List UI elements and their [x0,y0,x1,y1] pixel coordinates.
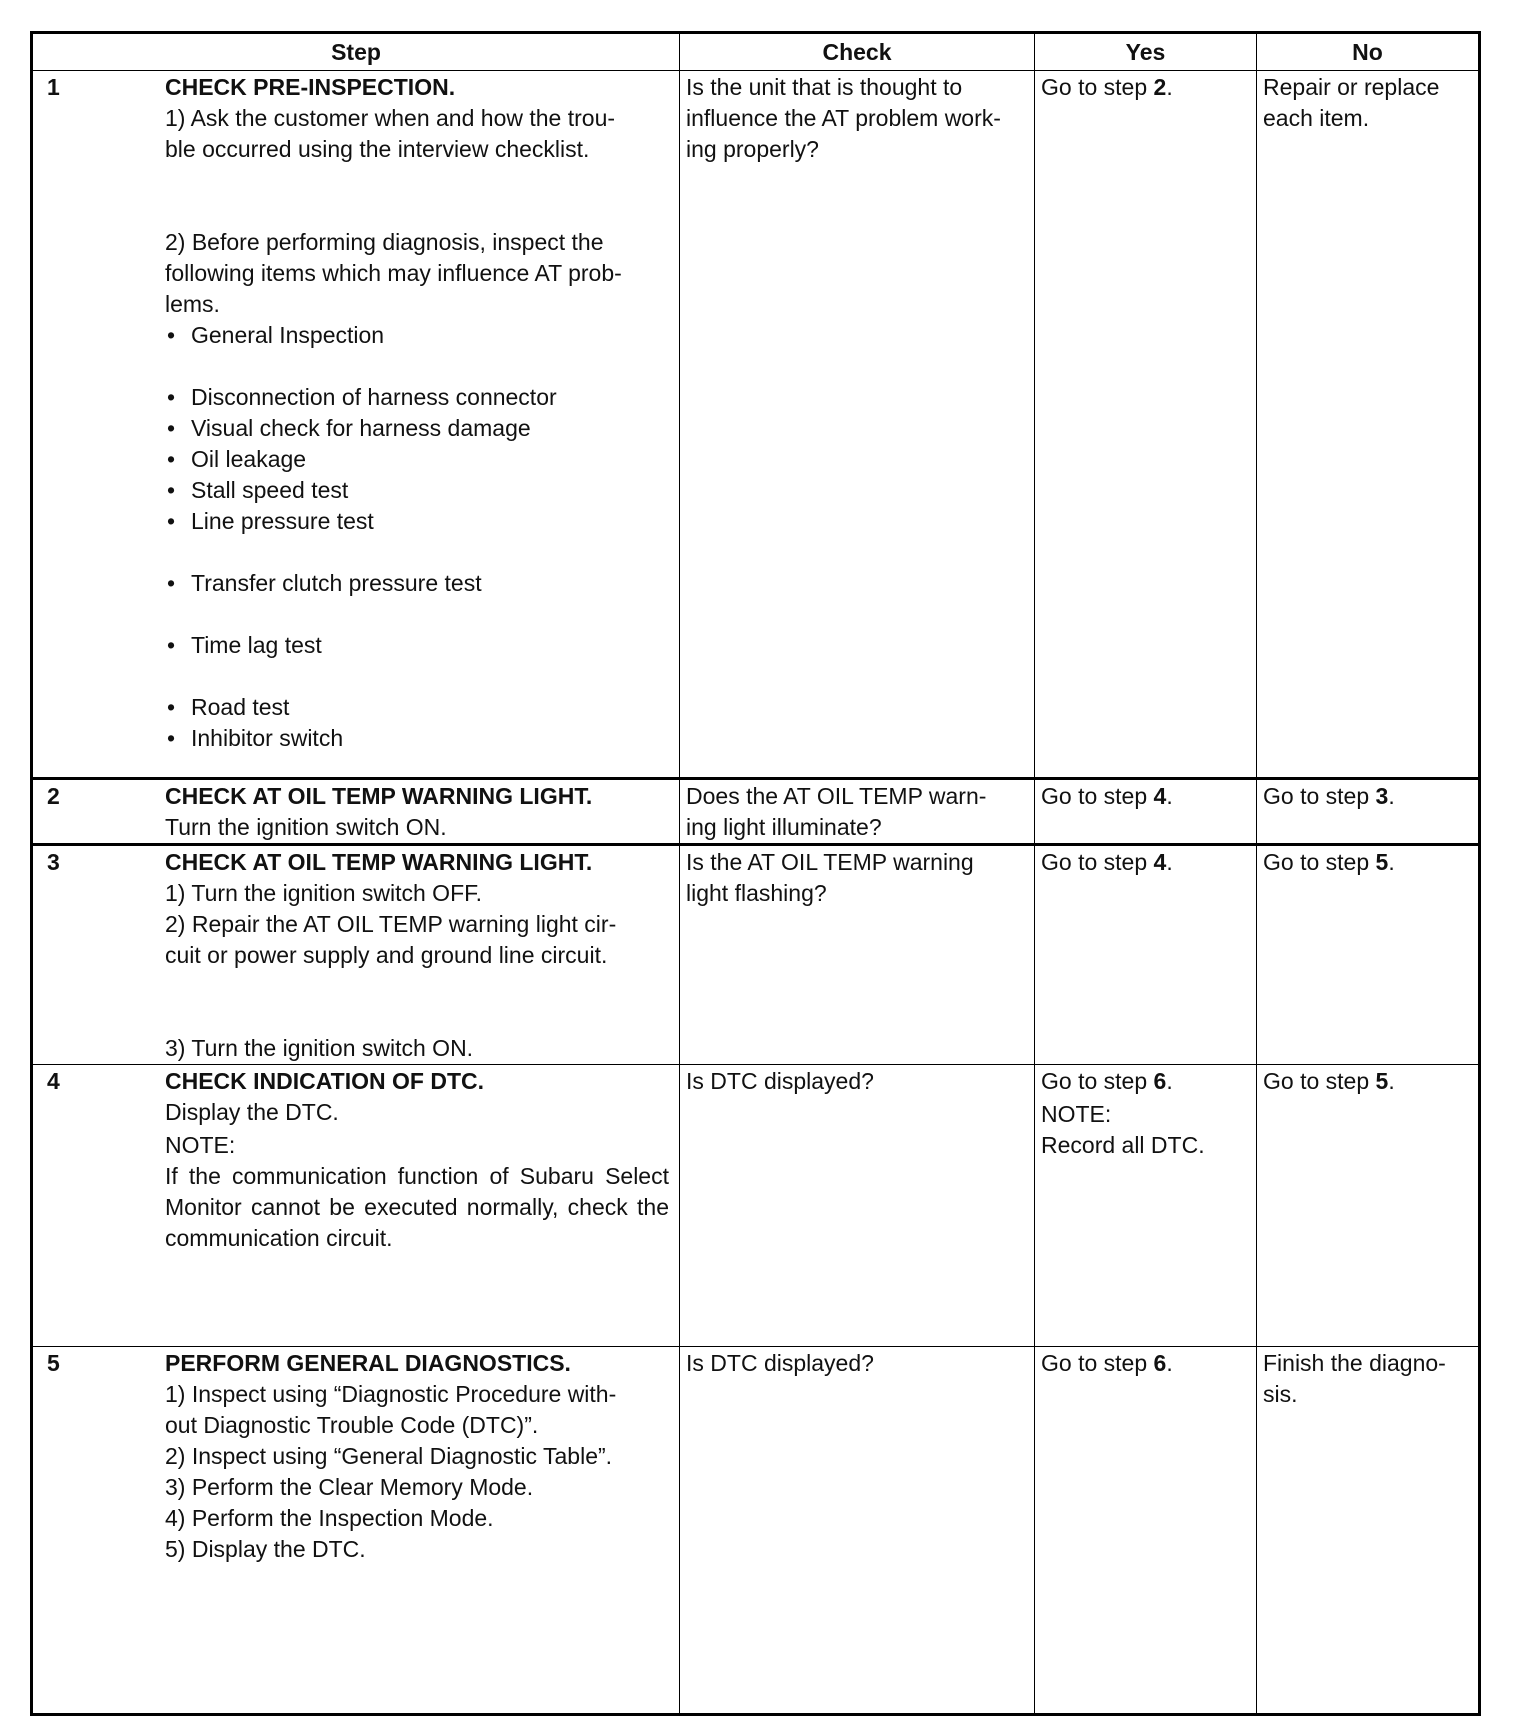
check-cell [680,71,1035,779]
yes-period: . [1166,1350,1173,1376]
step-cell [32,1065,680,1347]
step-line: 2) Inspect using “General Diagnostic Table”. [165,1443,613,1469]
step-cell [32,1347,680,1715]
step-cell [32,845,680,1065]
check-line: Is the AT OIL TEMP warning [686,849,974,875]
step-title: CHECK AT OIL TEMP WARNING LIGHT. [165,783,593,809]
check-line: ing properly? [686,136,819,162]
step-line: 4) Perform the Inspection Mode. [165,1505,494,1531]
no-step-number: 3 [1375,783,1389,809]
no-line: sis. [1263,1381,1298,1407]
yes-period: . [1166,1068,1173,1094]
no-cell [1257,779,1480,845]
step-line: Display the DTC. [165,1099,339,1125]
yes-cell [1035,779,1257,845]
no-period: . [1388,849,1395,875]
yes-cell [1035,1065,1257,1347]
header-step: Step [32,33,680,71]
step-line: out Diagnostic Trouble Code (DTC)”. [165,1412,539,1438]
step-line: cuit or power supply and ground line circuit. [165,942,608,968]
bullet-item: • Time lag test [165,630,669,661]
step-cell [32,779,680,845]
bullet-item: • Visual check for harness damage [165,413,669,444]
note-text: If the communication function of Subaru Select Monitor cannot be executed normally, check the communication circuit. [165,1163,669,1251]
step-line: 1) Inspect using “Diagnostic Procedure with- [165,1381,617,1407]
yes-cell [1035,71,1257,779]
yes-step-number: 4 [1153,849,1167,875]
step-line: 2) Before performing diagnosis, inspect the [165,229,604,255]
yes-period: . [1166,849,1173,875]
step-number: 2 [47,783,60,809]
step-line: 3) Turn the ignition switch ON. [165,1035,474,1061]
yes-text: Go to step [1041,74,1154,100]
step-line: lems. [165,291,220,317]
step-number: 4 [47,1068,60,1094]
table-row [32,71,1480,779]
yes-text: Go to step [1041,1068,1154,1094]
check-cell [680,779,1035,845]
check-line: ing light illuminate? [686,814,882,840]
yes-step-number: 2 [1153,74,1167,100]
no-cell [1257,71,1480,779]
yes-step-number: 6 [1153,1068,1167,1094]
step-title: CHECK PRE-INSPECTION. [165,74,456,100]
no-step-number: 5 [1375,1068,1389,1094]
yes-step-number: 6 [1153,1350,1167,1376]
bullet-item: • General Inspection [165,320,669,351]
step-body [165,781,673,843]
no-text: Go to step [1263,849,1376,875]
bullet-item: • Line pressure test [165,506,669,537]
no-cell [1257,1065,1480,1347]
bullet-item: • Inhibitor switch [165,723,669,754]
step-number: 1 [47,74,60,100]
step-title: CHECK INDICATION OF DTC. [165,1068,485,1094]
step-line: ble occurred using the interview checklist. [165,136,590,162]
bullet-item: • Road test [165,692,669,723]
yes-text: Go to step [1041,1350,1154,1376]
step-title: PERFORM GENERAL DIAGNOSTICS. [165,1350,571,1376]
header-yes: Yes [1035,33,1257,71]
check-line: light flashing? [686,880,827,906]
note-label: NOTE: [165,1132,236,1158]
yes-cell [1035,1347,1257,1715]
check-cell [680,1347,1035,1715]
header-check: Check [680,33,1035,71]
step-body [165,1066,673,1254]
table-row [32,779,1480,845]
step-number: 5 [47,1350,60,1376]
no-step-number: 5 [1375,849,1389,875]
check-cell [680,1065,1035,1347]
diagnostic-table [30,31,1481,1716]
check-line: influence the AT problem work- [686,105,1001,131]
check-line: Is DTC displayed? [686,1350,874,1376]
no-text: Go to step [1263,1068,1376,1094]
bullet-item: • Transfer clutch pressure test [165,568,669,599]
yes-text: Go to step [1041,783,1154,809]
no-period: . [1388,1068,1395,1094]
no-line: Finish the diagno- [1263,1350,1446,1376]
check-line: Is DTC displayed? [686,1068,874,1094]
bullet-item: • Stall speed test [165,475,669,506]
yes-period: . [1166,74,1173,100]
no-period: . [1388,783,1395,809]
yes-text: Go to step [1041,849,1154,875]
check-line: Is the unit that is thought to [686,74,963,100]
step-cell [32,71,680,779]
header-no: No [1257,33,1480,71]
page [30,31,1481,1716]
step-line: 1) Ask the customer when and how the trou- [165,105,616,131]
yes-step-number: 4 [1153,783,1167,809]
yes-note-label: NOTE: [1041,1101,1112,1127]
step-body [165,847,673,1064]
step-line: Turn the ignition switch ON. [165,814,447,840]
step-title: CHECK AT OIL TEMP WARNING LIGHT. [165,849,593,875]
no-cell [1257,845,1480,1065]
step-body [165,1348,673,1565]
yes-cell [1035,845,1257,1065]
no-cell [1257,1347,1480,1715]
yes-note-text: Record all DTC. [1041,1132,1205,1158]
check-line: Does the AT OIL TEMP warn- [686,783,987,809]
step-number: 3 [47,849,60,875]
no-line: each item. [1263,105,1370,131]
table-row [32,845,1480,1065]
table-row [32,1065,1480,1347]
step-line: following items which may influence AT prob- [165,260,622,286]
step-line: 5) Display the DTC. [165,1536,366,1562]
table-row [32,1347,1480,1715]
check-cell [680,845,1035,1065]
yes-period: . [1166,783,1173,809]
header-row [32,33,1480,71]
step-line: 3) Perform the Clear Memory Mode. [165,1474,534,1500]
bullet-item: • Oil leakage [165,444,669,475]
no-text: Go to step [1263,783,1376,809]
no-line: Repair or replace [1263,74,1440,100]
step-line: 1) Turn the ignition switch OFF. [165,880,483,906]
step-line: 2) Repair the AT OIL TEMP warning light cir- [165,911,617,937]
step-body [165,72,673,754]
bullet-item: • Disconnection of harness connector [165,382,669,413]
